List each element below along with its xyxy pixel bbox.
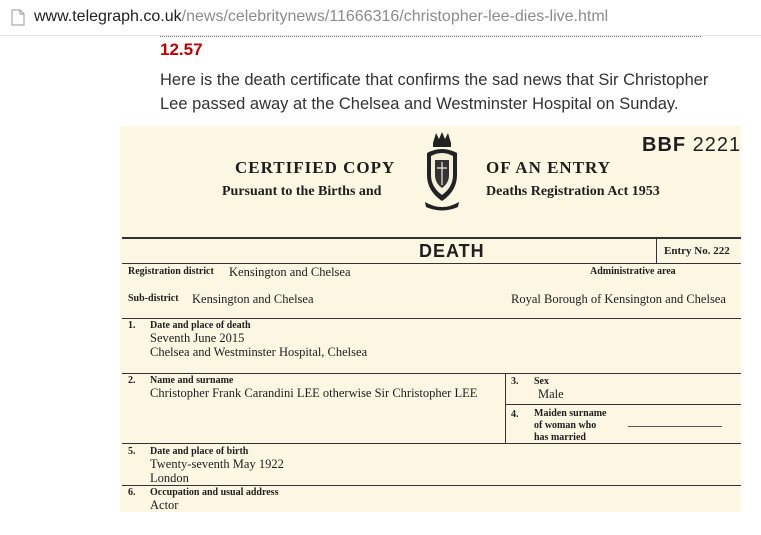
row-rule-2 bbox=[122, 443, 741, 444]
field-5-number: 5. bbox=[128, 446, 136, 457]
field-6-number: 6. bbox=[128, 487, 136, 498]
field-1-number: 1. bbox=[128, 320, 136, 331]
row-rule-1 bbox=[122, 373, 741, 374]
sub-district-label: Sub-district bbox=[128, 293, 179, 304]
url-path: /news/celebritynews/11666316/christopher-lee-dies-live.html bbox=[181, 8, 609, 25]
certificate-heading: DEATH bbox=[419, 241, 485, 261]
administrative-area-label: Administrative area bbox=[590, 266, 676, 277]
url-host: www.telegraph.co.uk bbox=[34, 8, 182, 25]
row-rule-sex bbox=[505, 404, 741, 405]
occupation-value: Actor bbox=[150, 498, 179, 512]
row-rule-3 bbox=[122, 485, 741, 486]
royal-coat-of-arms-icon bbox=[421, 131, 463, 211]
field-4-label-line1: Maiden surname bbox=[534, 408, 607, 419]
registration-district-label: Registration district bbox=[128, 266, 214, 277]
entry-number: Entry No. 222 bbox=[664, 245, 730, 257]
sex-value: Male bbox=[538, 387, 564, 401]
subtitle-act: Deaths Registration Act 1953 bbox=[486, 184, 660, 199]
title-certified-copy: CERTIFIED COPY bbox=[235, 158, 396, 177]
maiden-surname-blank bbox=[628, 426, 722, 427]
serial-number: 2221 bbox=[692, 134, 741, 156]
serial-prefix: BBF bbox=[642, 134, 687, 156]
administrative-area-value: Royal Borough of Kensington and Chelsea bbox=[511, 292, 726, 306]
date-of-birth: Twenty-seventh May 1922 bbox=[150, 457, 284, 471]
field-3-number: 3. bbox=[511, 376, 519, 387]
post-divider bbox=[160, 36, 701, 37]
field-5-label: Date and place of birth bbox=[150, 446, 249, 457]
title-of-an-entry: OF AN ENTRY bbox=[486, 158, 612, 177]
place-of-birth: London bbox=[150, 471, 189, 485]
post-text: Here is the death certificate that confirms the sad news that Sir Christopher Lee passed away at the Chelsea and Westminster Hospital on Sunday. bbox=[160, 71, 709, 113]
section-rule bbox=[122, 318, 741, 319]
url-text[interactable] bbox=[34, 8, 608, 26]
field-4-number: 4. bbox=[511, 409, 519, 420]
subtitle-pursuant: Pursuant to the Births and bbox=[222, 184, 382, 199]
field-2-number: 2. bbox=[128, 375, 136, 386]
page-icon bbox=[11, 9, 25, 26]
column-divider bbox=[505, 373, 506, 443]
certificate-serial bbox=[642, 134, 741, 157]
heading-rule bbox=[122, 263, 741, 264]
field-4-label-line3: has married bbox=[534, 432, 586, 443]
field-4-label-line2: of woman who bbox=[534, 420, 597, 431]
deceased-name: Christopher Frank Carandini LEE otherwise Sir Christopher LEE bbox=[150, 386, 478, 400]
field-2-label: Name and surname bbox=[150, 375, 234, 386]
field-1-label: Date and place of death bbox=[150, 320, 251, 331]
post-timestamp: 12.57 bbox=[160, 40, 203, 59]
registration-district-value: Kensington and Chelsea bbox=[229, 265, 351, 279]
form-top-rule bbox=[122, 237, 741, 239]
place-of-death: Chelsea and Westminster Hospital, Chelsea bbox=[150, 345, 368, 359]
entry-box-left bbox=[656, 237, 657, 263]
death-certificate-image bbox=[120, 126, 741, 512]
field-3-label: Sex bbox=[534, 376, 549, 387]
field-6-label: Occupation and usual address bbox=[150, 487, 279, 498]
date-of-death: Seventh June 2015 bbox=[150, 331, 245, 345]
address-bar[interactable] bbox=[0, 0, 761, 36]
sub-district-value: Kensington and Chelsea bbox=[192, 292, 314, 306]
